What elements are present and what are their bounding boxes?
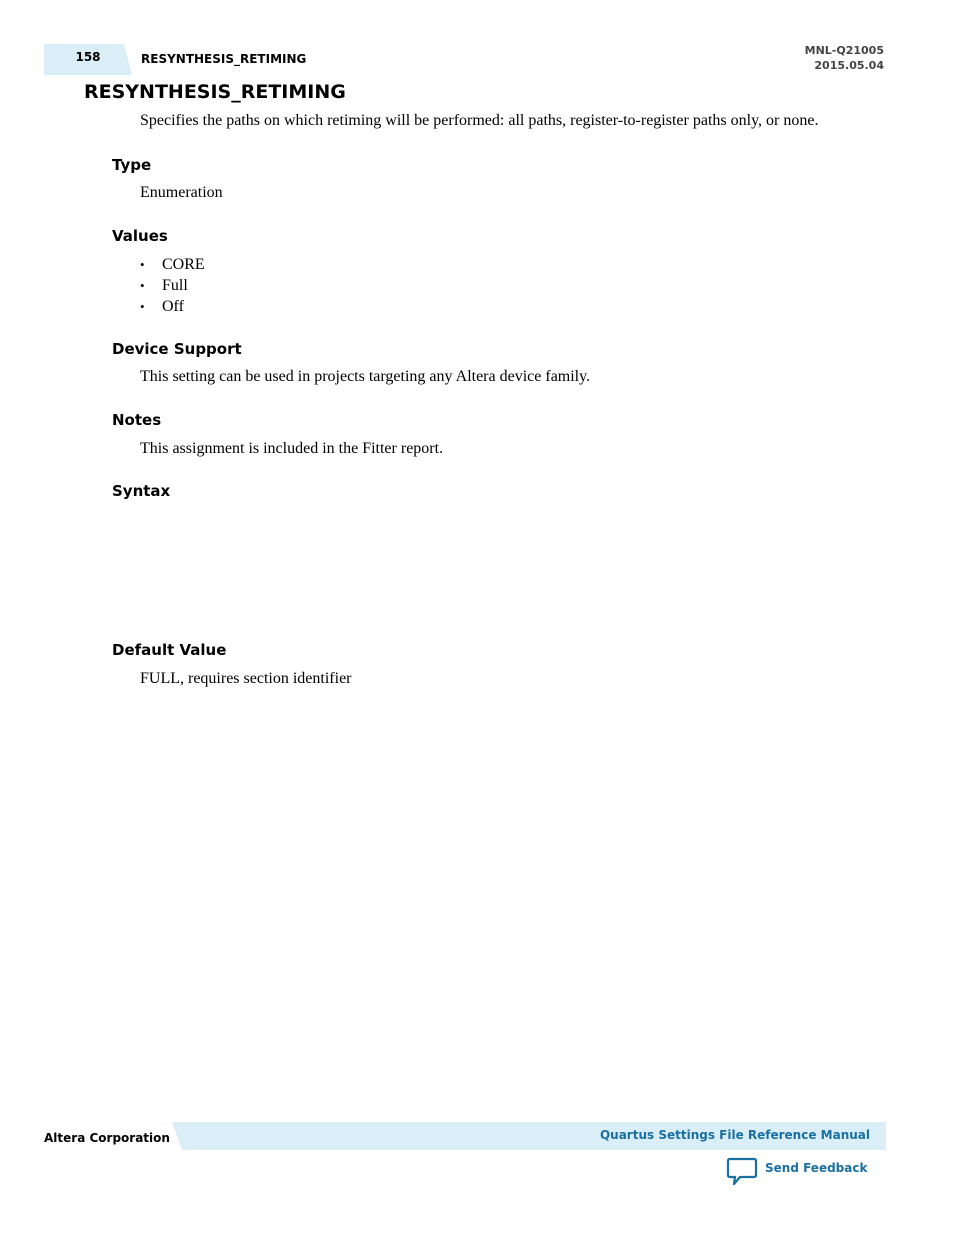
default-value-heading: Default Value bbox=[112, 641, 227, 659]
values-heading: Values bbox=[112, 227, 168, 245]
document-date: 2015.05.04 bbox=[814, 59, 884, 72]
notes-text: This assignment is included in the Fitter report. bbox=[140, 440, 444, 457]
list-item: • Full bbox=[140, 275, 205, 296]
default-value-text: FULL, requires section identifier bbox=[140, 670, 352, 687]
send-feedback-link[interactable] bbox=[726, 1157, 867, 1187]
company-name: Altera Corporation bbox=[44, 1131, 170, 1145]
type-heading: Type bbox=[112, 156, 152, 174]
document-id: MNL-Q21005 bbox=[804, 44, 884, 57]
device-support-text: This setting can be used in projects targeting any Altera device family. bbox=[140, 368, 591, 385]
speech-bubble-icon bbox=[726, 1157, 758, 1187]
running-title: RESYNTHESIS_RETIMING bbox=[141, 52, 307, 66]
setting-description: Specifies the paths on which retiming will be performed: all paths, register-to-register paths only, or none. bbox=[140, 112, 819, 129]
list-item: • CORE bbox=[140, 254, 205, 275]
page-number: 158 bbox=[75, 50, 101, 64]
syntax-heading: Syntax bbox=[112, 482, 171, 500]
device-support-heading: Device Support bbox=[112, 340, 242, 358]
manual-title-link[interactable]: Quartus Settings File Reference Manual bbox=[599, 1128, 870, 1142]
send-feedback-label: Send Feedback bbox=[765, 1161, 868, 1175]
list-item: • Off bbox=[140, 296, 205, 317]
type-text: Enumeration bbox=[140, 184, 223, 201]
values-list bbox=[140, 254, 205, 317]
page-title: RESYNTHESIS_RETIMING bbox=[84, 81, 346, 103]
document-info bbox=[805, 43, 884, 73]
notes-heading: Notes bbox=[112, 411, 162, 429]
